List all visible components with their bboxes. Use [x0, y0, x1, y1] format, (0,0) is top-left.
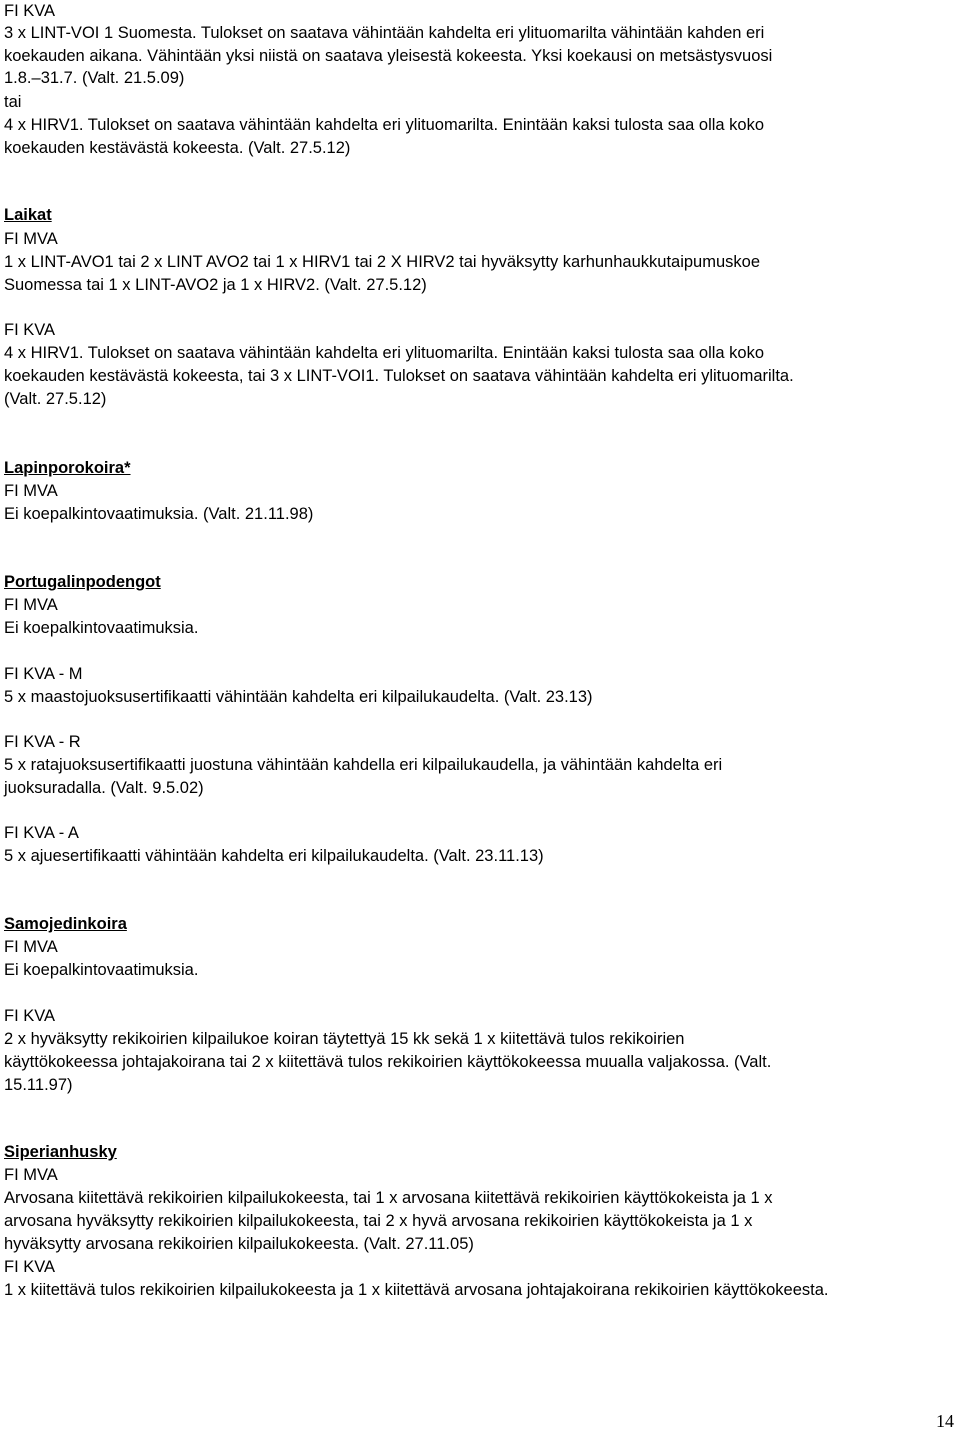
- page-number: 14: [936, 1411, 954, 1431]
- text-line: hyväksytty arvosana rekikoirien kilpailukokeesta. (Valt. 27.11.05): [4, 1235, 474, 1253]
- text-line: Ei koepalkintovaatimuksia.: [4, 619, 199, 637]
- text-line: FI MVA: [4, 938, 58, 956]
- text-line: arvosana hyväksytty rekikoirien kilpailukokeesta, tai 2 x hyvä arvosana rekikoirien käyttökokeista ja 1 x: [4, 1212, 753, 1230]
- text-line: FI KVA: [4, 1258, 56, 1276]
- text-line: koekauden aikana. Vähintään yksi niistä on saatava yleisestä kokeesta. Yksi koekausi on metsästysvuosi: [4, 47, 773, 65]
- text-line: 5 x ajuesertifikaatti vähintään kahdelta eri kilpailukaudelta. (Valt. 23.11.13): [4, 847, 544, 865]
- text-line: 1 x LINT-AVO1 tai 2 x LINT AVO2 tai 1 x HIRV1 tai 2 X HIRV2 tai hyväksytty karhunhaukkutaipumuskoe: [4, 253, 760, 271]
- text-line: käyttökokeessa johtajakoirana tai 2 x kiitettävä tulos rekikoirien käyttökokeessa muualla valjakossa. (Valt.: [4, 1053, 772, 1071]
- text-line: Ei koepalkintovaatimuksia.: [4, 961, 199, 979]
- section-heading-laikat: Laikat: [4, 206, 52, 224]
- text-line: FI MVA: [4, 482, 58, 500]
- text-line: 3 x LINT-VOI 1 Suomesta. Tulokset on saatava vähintään kahdelta eri ylituomarilta vähintään kahden eri: [4, 24, 765, 42]
- text-line: Arvosana kiitettävä rekikoirien kilpailukokeesta, tai 1 x arvosana kiitettävä rekikoirien käyttökokeista ja 1 x: [4, 1189, 773, 1207]
- text-line: 2 x hyväksytty rekikoirien kilpailukoe koiran täytettyä 15 kk sekä 1 x kiitettävä tulos rekikoirien: [4, 1030, 685, 1048]
- section-heading-lapinporokoira: Lapinporokoira*: [4, 459, 131, 477]
- text-line: FI MVA: [4, 596, 58, 614]
- text-line: 4 x HIRV1. Tulokset on saatava vähintään kahdelta eri ylituomarilta. Enintään kaksi tulosta saa olla koko: [4, 344, 765, 362]
- text-line: FI KVA - M: [4, 665, 83, 683]
- text-line: FI KVA: [4, 2, 56, 20]
- text-line: 5 x maastojuoksusertifikaatti vähintään kahdelta eri kilpailukaudelta. (Valt. 23.13): [4, 688, 593, 706]
- text-line: FI MVA: [4, 230, 58, 248]
- text-line: tai: [4, 93, 22, 111]
- text-line: (Valt. 27.5.12): [4, 390, 107, 408]
- section-heading-samojedinkoira: Samojedinkoira: [4, 915, 127, 933]
- text-line: koekauden kestävästä kokeesta. (Valt. 27.5.12): [4, 139, 351, 157]
- section-heading-siperianhusky: Siperianhusky: [4, 1143, 117, 1161]
- text-line: Suomessa tai 1 x LINT-AVO2 ja 1 x HIRV2. (Valt. 27.5.12): [4, 276, 427, 294]
- text-line: 15.11.97): [4, 1076, 73, 1094]
- text-line: FI MVA: [4, 1166, 58, 1184]
- text-line: 1.8.–31.7. (Valt. 21.5.09): [4, 69, 185, 87]
- text-line: 4 x HIRV1. Tulokset on saatava vähintään kahdelta eri ylituomarilta. Enintään kaksi tulosta saa olla koko: [4, 116, 765, 134]
- section-heading-portugalinpodengot: Portugalinpodengot: [4, 573, 161, 591]
- text-line: juoksuradalla. (Valt. 9.5.02): [4, 779, 204, 797]
- text-line: Ei koepalkintovaatimuksia. (Valt. 21.11.98): [4, 505, 314, 523]
- text-line: FI KVA: [4, 321, 56, 339]
- text-line: koekauden kestävästä kokeesta, tai 3 x LINT-VOI1. Tulokset on saatava vähintään kahdelta eri ylituomarilta.: [4, 367, 794, 385]
- text-line: 1 x kiitettävä tulos rekikoirien kilpailukokeesta ja 1 x kiitettävä arvosana johtajakoirana rekikoirien käyttökokeesta.: [4, 1281, 829, 1299]
- text-line: 5 x ratajuoksusertifikaatti juostuna vähintään kahdella eri kilpailukaudella, ja vähintään kahdelta eri: [4, 756, 723, 774]
- text-line: FI KVA: [4, 1007, 56, 1025]
- text-line: FI KVA - R: [4, 733, 81, 751]
- text-line: FI KVA - A: [4, 824, 79, 842]
